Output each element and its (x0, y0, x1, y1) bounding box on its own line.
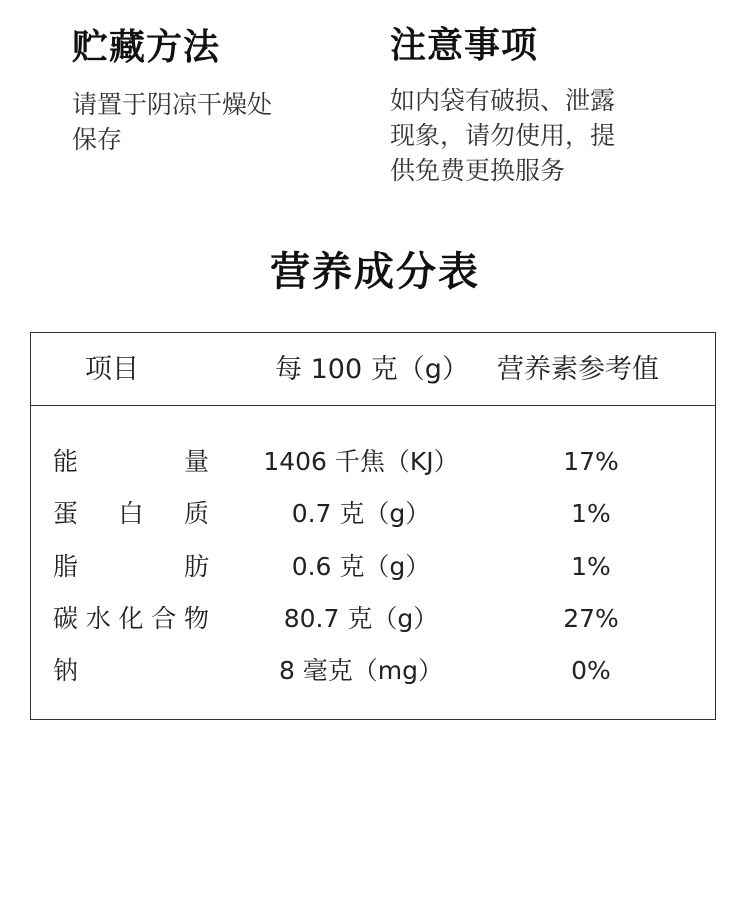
table-header-row (31, 333, 715, 406)
row-nrv: 0% (571, 656, 611, 685)
storage-method-title: 贮藏方法 (72, 27, 221, 68)
notice-text: 如内袋有破损、泄露 现象，请勿使用，提 供免费更换服务 (390, 86, 616, 185)
row-name: 钠 (53, 656, 79, 685)
header-item: 项目 (85, 354, 139, 385)
nutrition-table-title: 营养成分表 (270, 249, 480, 295)
row-nrv: 17% (563, 447, 619, 476)
row-nrv: 27% (563, 604, 619, 633)
row-nrv: 1% (571, 552, 611, 581)
storage-method-text: 请置于阴凉干燥处 保存 (72, 90, 273, 154)
table-row-protein (31, 493, 715, 533)
header-per-100g: 每 100 克（g） (275, 354, 469, 385)
nutrition-table (30, 332, 716, 720)
row-name: 脂肪 (53, 552, 209, 581)
row-amount: 8 毫克（mg） (278, 656, 444, 685)
row-amount: 0.6 克（g） (291, 552, 431, 581)
table-row-energy (31, 441, 715, 481)
header-nrv: 营养素参考值 (497, 354, 659, 385)
notice-title: 注意事项 (390, 25, 539, 66)
table-row-fat (31, 546, 715, 586)
row-amount: 0.7 克（g） (291, 499, 431, 528)
table-row-sodium (31, 650, 715, 690)
row-name: 蛋白质 (53, 499, 209, 528)
row-amount: 80.7 克（g） (283, 604, 439, 633)
row-nrv: 1% (571, 499, 611, 528)
table-row-carbohydrate (31, 598, 715, 638)
row-name: 碳水化合物 (53, 604, 209, 633)
row-name: 能量 (53, 447, 209, 476)
row-amount: 1406 千焦（KJ） (263, 447, 459, 476)
